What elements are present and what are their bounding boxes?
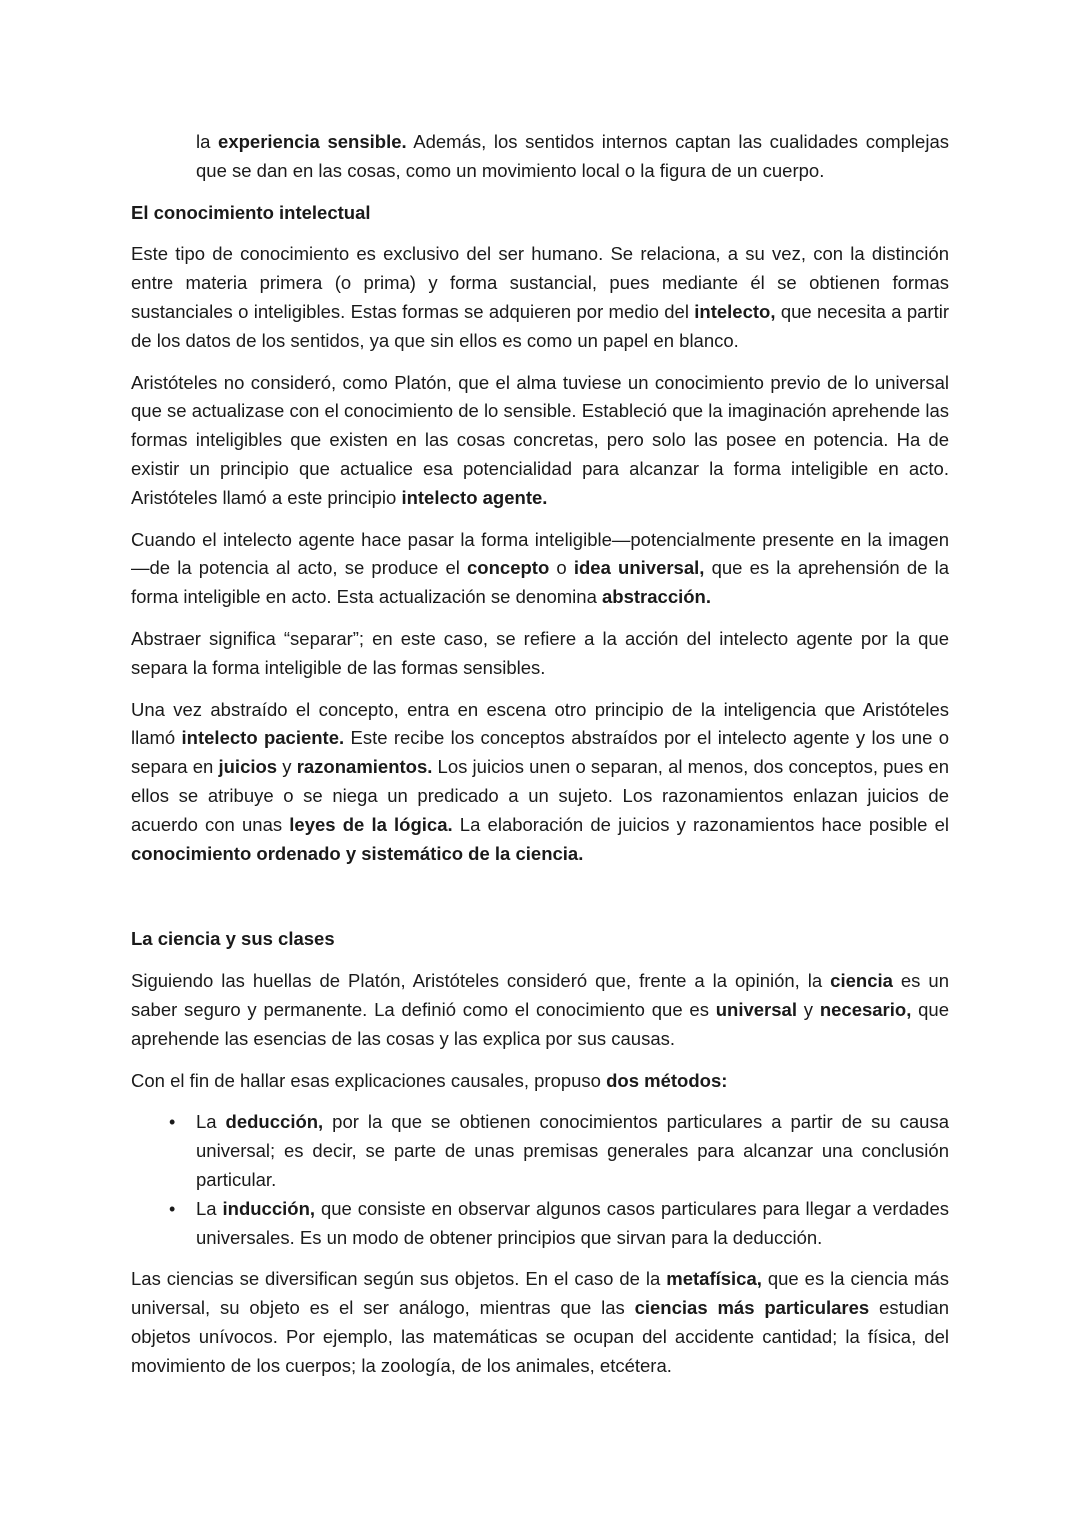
section-heading-ciencia-y-clases: La ciencia y sus clases	[131, 928, 335, 950]
list-item: • La deducción, por la que se obtienen conocimientos particulares a partir de su causa universal; es decir, se parte de unas premisas generales para alcanzar una conclusión particular.	[131, 1108, 949, 1194]
section-heading-conocimiento-intelectual: El conocimiento intelectual	[131, 201, 371, 223]
bullet-icon: •	[169, 1198, 176, 1219]
continuation-paragraph: la experiencia sensible. Además, los sentidos internos captan las cualidades complejas que se dan en las cosas, como un movimiento local o la figura de un cuerpo.	[196, 131, 949, 181]
spacer	[131, 881, 949, 925]
paragraph: Con el fin de hallar esas explicaciones causales, propuso dos métodos:	[131, 1069, 728, 1091]
list-item: • La inducción, que consiste en observar algunos casos particulares para llegar a verdades universales. Es un modo de obtener principios que sirvan para la deducción.	[131, 1195, 949, 1253]
paragraph: Las ciencias se diversifican según sus objetos. En el caso de la metafísica, que es la ciencia más universal, su objeto es el ser análogo, mientras que las ciencias más particulares estudian objetos unívocos. Por ejemplo, las matemáticas se ocupan del accidente cantidad; la física, del movimiento de los cuerpos; la zoología, de los animales, etcétera.	[131, 1268, 950, 1376]
bullet-icon: •	[169, 1112, 176, 1133]
paragraph: Siguiendo las huellas de Platón, Aristóteles consideró que, frente a la opinión, la ciencia es un saber seguro y permanente. La definió como el conocimiento que es universal y necesario, que aprehende las esencias de las cosas y las explica por sus causas.	[131, 970, 949, 1049]
paragraph: Abstraer significa “separar”; en este caso, se refiere a la acción del intelecto agente por la que separa la forma inteligible de las formas sensibles.	[131, 627, 949, 678]
paragraph: Aristóteles no consideró, como Platón, que el alma tuviese un conocimiento previo de lo universal que se actualizase con el conocimiento de lo sensible. Estableció que la imaginación aprehende las formas inteligibles que existen en las cosas concretas, pero solo las posee en potencia. Ha de existir un principio que actualice esa potencialidad para alcanzar la forma inteligible en acto. Aristóteles llamó a este principio intelecto agente.	[131, 371, 949, 508]
paragraph: Cuando el intelecto agente hace pasar la forma inteligible—potencialmente presente en la imagen—de la potencia al acto, se produce el concepto o idea universal, que es la aprehensión de la forma inteligible en acto. Esta actualización se denomina abstracción.	[131, 528, 949, 608]
paragraph: Una vez abstraído el concepto, entra en escena otro principio de la inteligencia que Aristóteles llamó intelecto paciente. Este recibe los conceptos abstraídos por el intelecto agente y los une o separa en juicios y razonamientos. Los juicios unen o separan, al menos, dos conceptos, pues en ellos se atribuye o se niega un predicado a un sujeto. Los razonamientos enlazan juicios de acuerdo con unas leyes de la lógica. La elaboración de juicios y razonamientos hace posible el conocimiento ordenado y sistemático de la ciencia.	[131, 698, 949, 864]
document-page	[131, 128, 949, 1393]
paragraph: Este tipo de conocimiento es exclusivo del ser humano. Se relaciona, a su vez, con la distinción entre materia primera (o prima) y forma sustancial, pues mediante él se obtienen formas sustanciales o inteligibles. Estas formas se adquieren por medio del intelecto, que necesita a partir de los datos de los sentidos, ya que sin ellos es como un papel en blanco.	[131, 243, 949, 351]
methods-list	[131, 1108, 949, 1252]
